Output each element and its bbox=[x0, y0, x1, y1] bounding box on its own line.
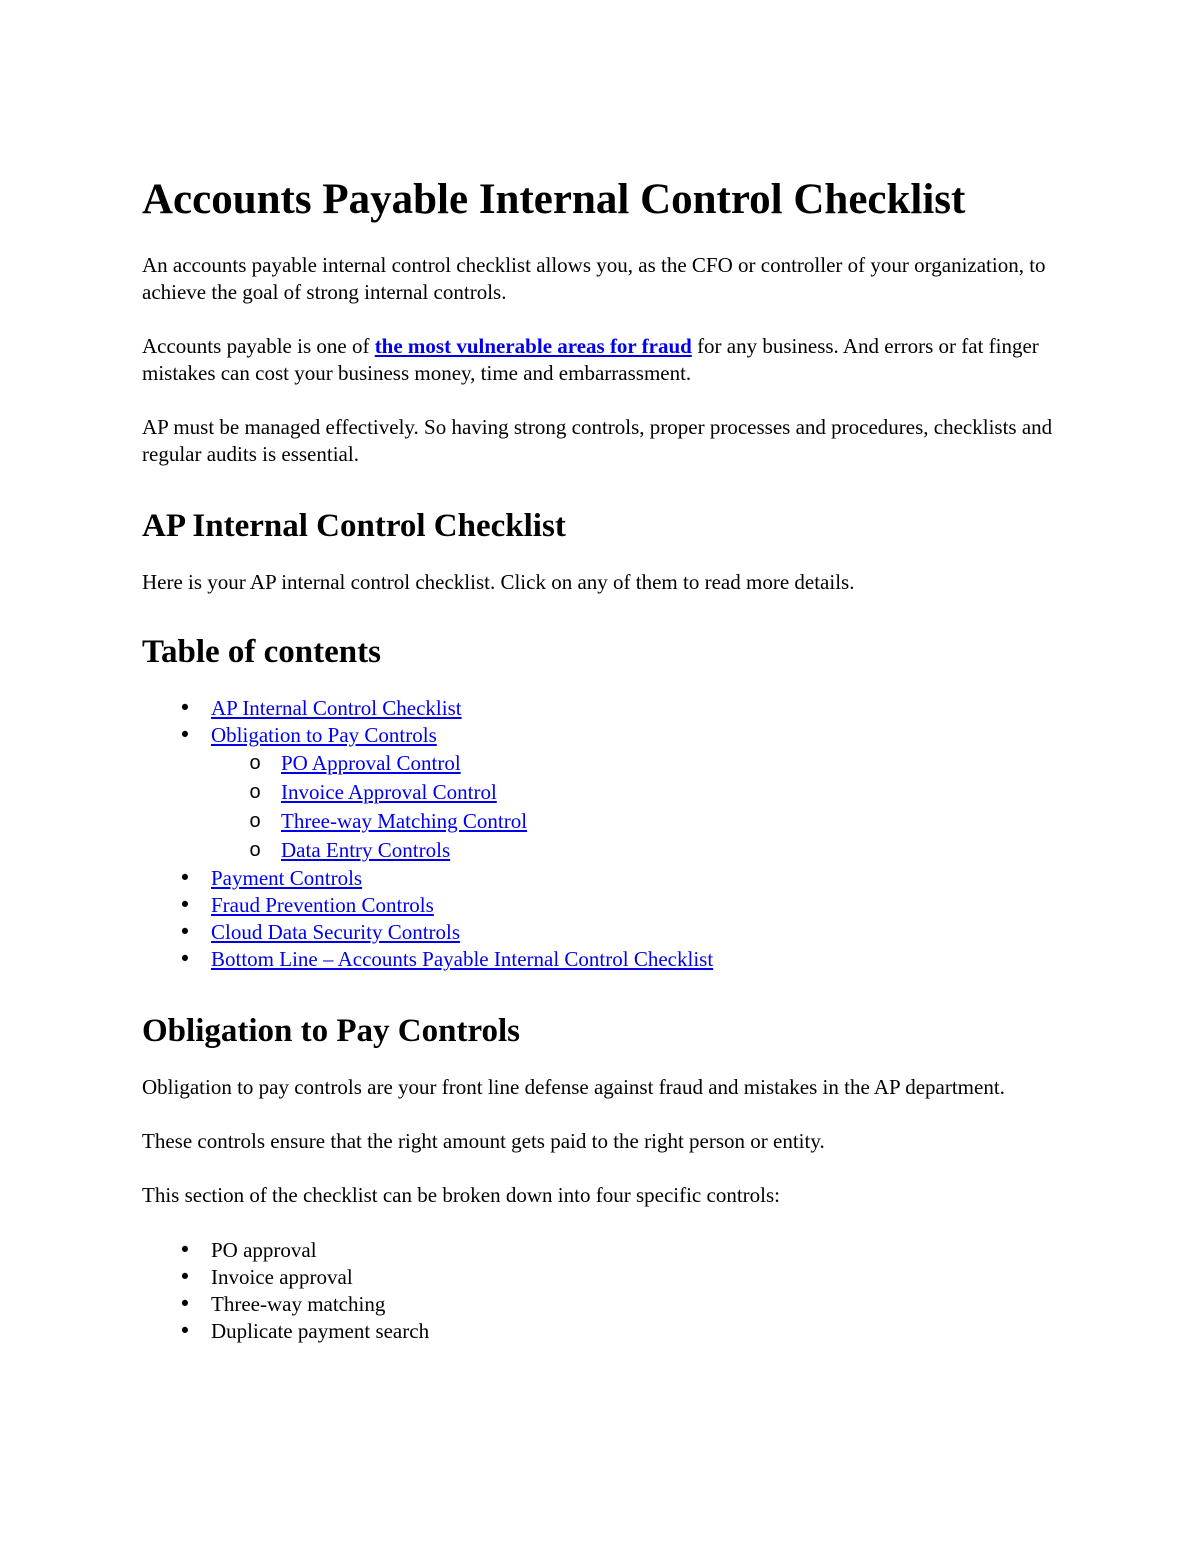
control-invoice-approval: Invoice approval bbox=[211, 1265, 353, 1289]
control-po-approval: PO approval bbox=[211, 1238, 317, 1262]
circle-bullet-icon: o bbox=[249, 781, 261, 803]
bullet-icon: • bbox=[178, 1238, 192, 1262]
toc-sublist bbox=[211, 749, 1082, 865]
toc-item bbox=[178, 865, 1082, 892]
toc-item bbox=[178, 695, 1082, 722]
toc-link-invoice-approval-control[interactable]: Invoice Approval Control bbox=[281, 780, 497, 804]
bullet-icon: • bbox=[178, 1265, 192, 1289]
toc-link-data-entry-controls[interactable]: Data Entry Controls bbox=[281, 838, 451, 862]
obligation-paragraph-3: This section of the checklist can be broken down into four specific controls: bbox=[142, 1183, 780, 1207]
toc-link-payment-controls[interactable]: Payment Controls bbox=[211, 866, 363, 890]
toc-link-bottom-line[interactable]: Bottom Line – Accounts Payable Internal Control Checklist bbox=[211, 947, 714, 971]
bullet-icon: • bbox=[178, 920, 192, 944]
toc-list bbox=[142, 695, 1082, 973]
toc-item bbox=[178, 919, 1082, 946]
page-title: Accounts Payable Internal Control Checklist bbox=[142, 176, 966, 223]
toc-item bbox=[178, 946, 1082, 973]
controls-list bbox=[142, 1237, 1082, 1345]
toc-item bbox=[178, 722, 1082, 865]
toc-item bbox=[178, 892, 1082, 919]
toc-subitem bbox=[249, 778, 1082, 807]
ap-checklist-intro: Here is your AP internal control checklist. Click on any of them to read more details. bbox=[142, 570, 855, 594]
toc-subitem bbox=[249, 836, 1082, 865]
control-duplicate-payment-search: Duplicate payment search bbox=[211, 1319, 430, 1343]
bullet-icon: • bbox=[178, 866, 192, 890]
list-item bbox=[178, 1264, 1082, 1291]
intro-paragraph-2 bbox=[142, 333, 1082, 387]
toc-heading: Table of contents bbox=[142, 634, 381, 670]
list-item bbox=[178, 1291, 1082, 1318]
circle-bullet-icon: o bbox=[249, 839, 261, 861]
bullet-icon: • bbox=[178, 1292, 192, 1316]
intro-paragraph-1: An accounts payable internal control checklist allows you, as the CFO or controller of your organization, to achieve the goal of strong internal controls. bbox=[142, 253, 1046, 304]
toc-link-ap-internal-control-checklist[interactable]: AP Internal Control Checklist bbox=[211, 696, 462, 720]
toc-link-obligation-to-pay-controls[interactable]: Obligation to Pay Controls bbox=[211, 723, 437, 747]
toc-link-fraud-prevention-controls[interactable]: Fraud Prevention Controls bbox=[211, 893, 434, 917]
toc-link-cloud-data-security-controls[interactable]: Cloud Data Security Controls bbox=[211, 920, 461, 944]
intro-text-after-link: for any business. And errors or fat finger mistakes can cost your business money, time and embarrassment. bbox=[142, 334, 1039, 385]
list-item bbox=[178, 1237, 1082, 1264]
intro-text-before-link: Accounts payable is one of bbox=[142, 334, 375, 358]
toc-link-three-way-matching-control[interactable]: Three-way Matching Control bbox=[281, 809, 528, 833]
bullet-icon: • bbox=[178, 1319, 192, 1343]
obligation-paragraph-1: Obligation to pay controls are your front line defense against fraud and mistakes in the AP department. bbox=[142, 1075, 1005, 1099]
toc-subitem bbox=[249, 749, 1082, 778]
document-page bbox=[142, 170, 1082, 1345]
fraud-areas-link[interactable]: the most vulnerable areas for fraud bbox=[374, 334, 692, 358]
section-heading-obligation: Obligation to Pay Controls bbox=[142, 1013, 521, 1049]
circle-bullet-icon: o bbox=[249, 810, 261, 832]
list-item bbox=[178, 1318, 1082, 1345]
obligation-paragraph-2: These controls ensure that the right amount gets paid to the right person or entity. bbox=[142, 1129, 825, 1153]
circle-bullet-icon: o bbox=[249, 752, 261, 774]
intro-paragraph-3: AP must be managed effectively. So having strong controls, proper processes and procedures, checklists and regular audits is essential. bbox=[142, 415, 1053, 466]
control-three-way-matching: Three-way matching bbox=[211, 1292, 386, 1316]
bullet-icon: • bbox=[178, 893, 192, 917]
bullet-icon: • bbox=[178, 723, 192, 747]
bullet-icon: • bbox=[178, 696, 192, 720]
toc-link-po-approval-control[interactable]: PO Approval Control bbox=[281, 751, 461, 775]
section-heading-ap-checklist: AP Internal Control Checklist bbox=[142, 508, 566, 544]
bullet-icon: • bbox=[178, 947, 192, 971]
toc-subitem bbox=[249, 807, 1082, 836]
